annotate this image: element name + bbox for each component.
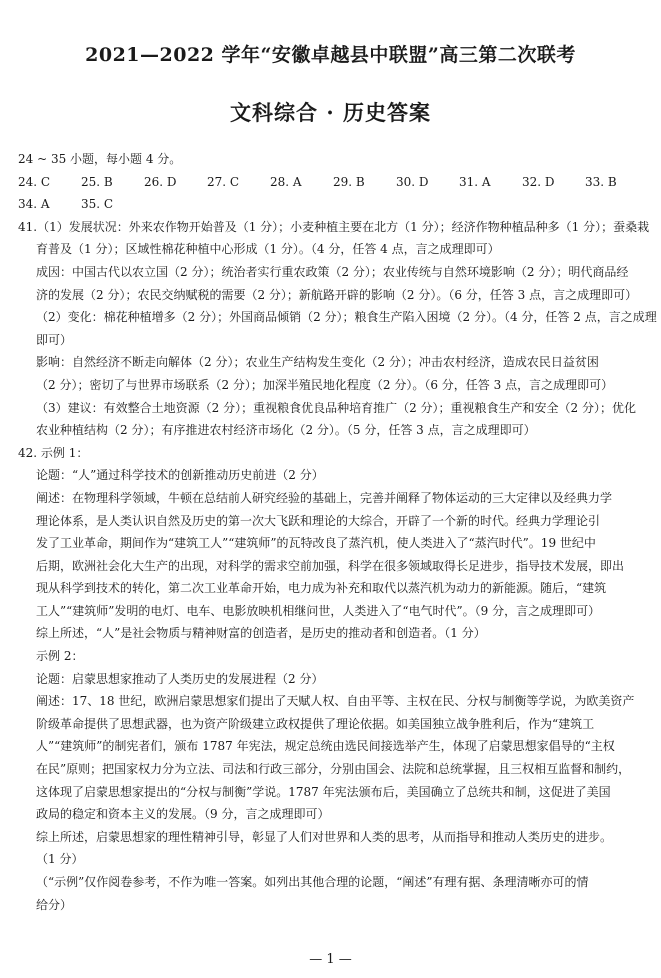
q41-line: （3）建议：有效整合土地资源（2 分）；重视粮食优良品种培育推广（2 分）；重视粮食生产和安全（2 分）；优化 — [36, 400, 636, 415]
mc-answer: 32. D — [522, 174, 555, 189]
q42-line: 阐述：在物理科学领域，牛顿在总结前人研究经验的基础上，完善并阐释了物体运动的三大定律以及经典力学 — [36, 490, 613, 505]
q42-line: 现从科学到技术的转化，第二次工业革命开始，电力成为补充和取代以蒸汽机为动力的新能源。随后，“建筑 — [36, 581, 607, 596]
page-number: — 1 — — [309, 952, 352, 967]
q42-line: 工人”“建筑师”发明的电灯、电车、电影放映机相继问世，人类进入了“电气时代”。（9 分，言之成理即可） — [36, 603, 601, 618]
q41-line: 成因：中国古代以农立国（2 分）；统治者实行重农政策（2 分）；农业传统与自然环境影响（2 分）；明代商品经 — [36, 264, 629, 279]
q41-line: 即可） — [36, 332, 73, 347]
mc-answer: 25. B — [81, 174, 113, 189]
mc-answer: 29. B — [333, 174, 365, 189]
mc-intro: 24 ~ 35 小题，每小题 4 分。 — [18, 152, 182, 166]
q42-line: 理论体系，是人类认识自然及历史的第一次大飞跃和理论的大综合，开辟了一个新的时代。经典力学理论引 — [36, 513, 601, 528]
answer-body — [18, 148, 657, 916]
mc-answer: 28. A — [270, 174, 302, 189]
q42-line: 综上所述，“人”是社会物质与精神财富的创造者，是历史的推动者和创造者。（1 分） — [36, 626, 486, 641]
q41-line: 济的发展（2 分）；农民交纳赋税的需要（2 分）；新航路开辟的影响（2 分）。（6 分，任答 3 点，言之成理即可） — [36, 287, 638, 302]
mc-answer: 35. C — [81, 197, 114, 212]
mc-answer: 24. C — [18, 174, 51, 189]
mc-answer: 31. A — [459, 174, 491, 189]
q41-line: 农业种植结构（2 分）；有序推进农村经济市场化（2 分）。（5 分，任答 3 点，言之成理即可） — [36, 423, 536, 438]
q41-line: 41.（1）发展状况：外来农作物开始普及（1 分）；小麦种植主要在北方（1 分）；经济作物种植品种多（1 分）；蚕桑栽 — [18, 219, 650, 234]
mc-answer: 30. D — [396, 174, 429, 189]
q42-line: （“示例”仅作阅卷参考，不作为唯一答案。如列出其他合理的论题，“阐述”有理有据、条理清晰亦可的情 — [36, 875, 589, 889]
q42-line: 论题：“人”通过科学技术的创新推动历史前进（2 分） — [36, 468, 324, 483]
q42-line: 42. 示例 1： — [18, 445, 89, 460]
q42-line: 这体现了启蒙思想家提出的“分权与制衡”学说。1787 年宪法颁布后，美国确立了总统共和制，这促进了美国 — [36, 784, 611, 799]
mc-answer: 34. A — [18, 197, 50, 212]
mc-answer: 26. D — [144, 174, 177, 189]
q42-line: 在民”原则；把国家权力分为立法、司法和行政三部分，分别由国会、法院和总统掌握，且三权相互监督和制约， — [36, 762, 631, 777]
q42-line: 后期，欧洲社会化大生产的出现，对科学的需求空前加强，科学在很多领域取得长足进步，指导技术发展，即出 — [36, 558, 625, 573]
q42-line: 阐述：17、18 世纪，欧洲启蒙思想家们提出了天赋人权、自由平等、主权在民、分权与制衡等学说，为欧美资产 — [36, 694, 635, 709]
q41-line: （2）变化：棉花种植增多（2 分）；外国商品倾销（2 分）；粮食生产陷入困境（2 分）。（4 分，任答 2 点，言之成理 — [36, 310, 657, 325]
page-subtitle: 文科综合 · 历史答案 — [230, 100, 431, 125]
q42-line: 综上所述，启蒙思想家的理性精神引导，彰显了人们对世界和人类的思考，从而指导和推动人类历史的进步。 — [36, 829, 613, 844]
page-title: 2021—2022 学年“安徽卓越县中联盟”高三第二次联考 — [85, 44, 576, 66]
q41-line: 影响：自然经济不断走向解体（2 分）；农业生产结构发生变化（2 分）；冲击农村经济，造成农民日益贫困 — [36, 355, 599, 370]
q42-line: 示例 2： — [36, 649, 84, 664]
q41-line: 育普及（1 分）；区域性棉花种植中心形成（1 分）。（4 分，任答 4 点，言之成理即可） — [36, 242, 500, 257]
q42-line: 阶级革命提供了思想武器，也为资产阶级建立政权提供了理论依据。如美国独立战争胜利后，作为“建筑工 — [36, 716, 595, 731]
q42-line: 给分） — [36, 897, 73, 912]
mc-answer: 33. B — [585, 174, 617, 189]
mc-answer: 27. C — [207, 174, 240, 189]
q42-line: 人”“建筑师”的制宪者们，颁布 1787 年宪法，规定总统由选民间接选举产生，体现了启蒙思想家倡导的“主权 — [36, 739, 615, 754]
mc-answers-row-2 — [18, 193, 646, 216]
q42-line: 论题：启蒙思想家推动了人类历史的发展进程（2 分） — [36, 671, 324, 686]
mc-answers-row-1 — [18, 171, 646, 194]
q42-line: （1 分） — [36, 852, 84, 867]
q42-line: 政局的稳定和资本主义的发展。（9 分，言之成理即可） — [36, 807, 330, 822]
q41-line: （2 分）；密切了与世界市场联系（2 分）；加深半殖民地化程度（2 分）。（6 分，任答 3 点，言之成理即可） — [36, 377, 614, 392]
q42-line: 发了工业革命，期间作为“建筑工人”“建筑师”的瓦特改良了蒸汽机，使人类进入了“蒸汽时代”。19 世纪中 — [36, 536, 596, 551]
